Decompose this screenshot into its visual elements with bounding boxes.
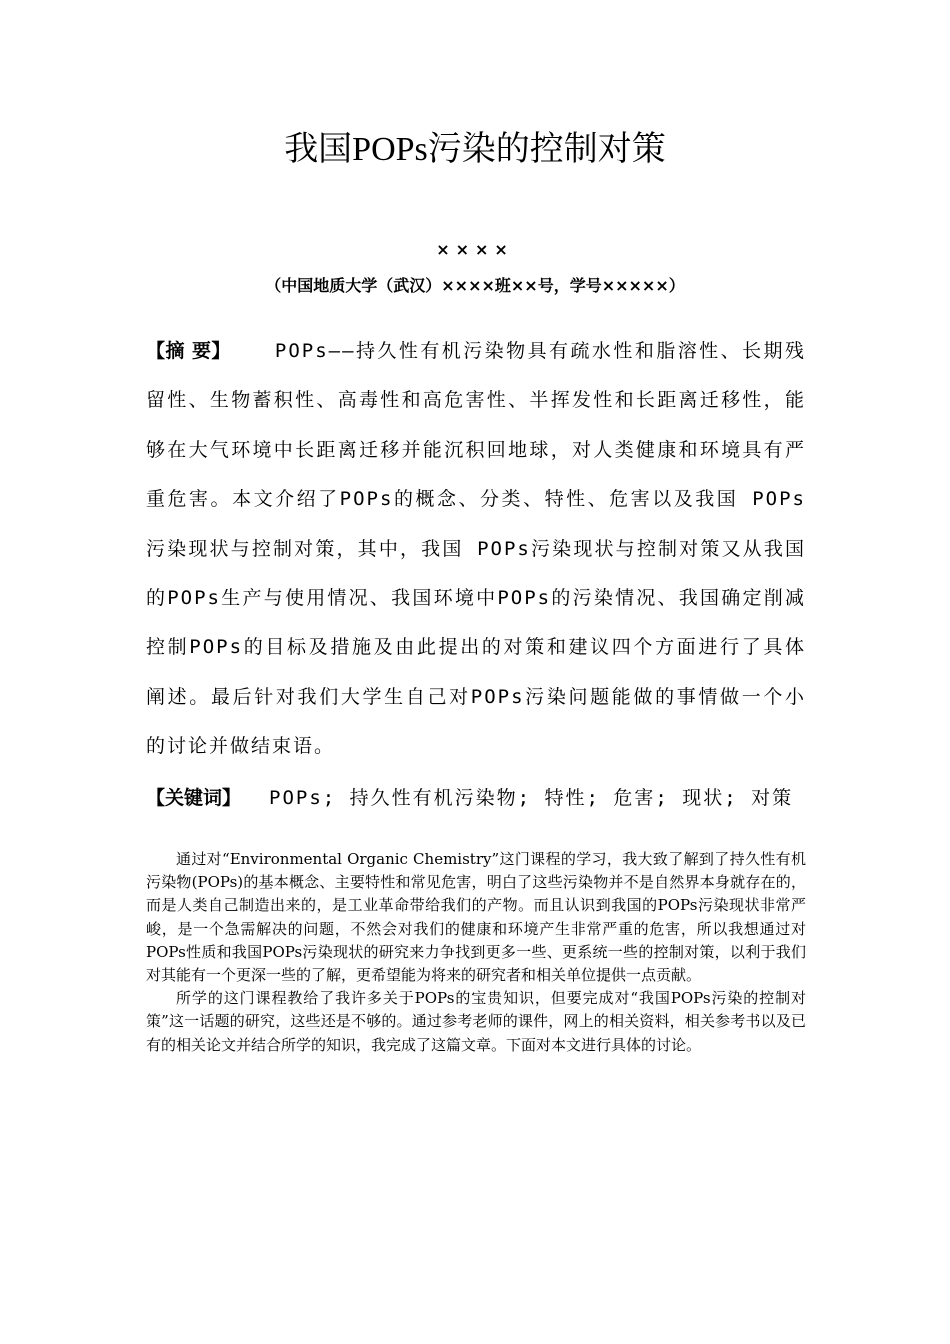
body-paragraph-1: 通过对“Environmental Organic Chemistry”这门课程的学习，我大致了解到了持久性有机污染物(POPs)的基本概念、主要特性和常见危害，明白了这些污染物并不是自然界本身就存在的，而是人类自己制造出来的，是工业革命带给我们的产物。而且认识到我国的POPs污染现状非常严峻，是一个急需解决的问题，不然会对我们的健康和环境产生非常严重的危害，所以我想通过对POPs性质和我国POPs污染现状的研究来力争找到更多一些、更系统一些的控制对策，以利于我们对其能有一个更深一些的了解，更希望能为将来的研究者和相关单位提供一点贡献。 [146, 850, 806, 985]
body-text [146, 848, 806, 1057]
author-name: ×××× [436, 240, 514, 259]
keywords-text: POPs; 持久性有机污染物; 特性; 危害; 现状; 对策 [269, 787, 794, 809]
abstract-section [146, 327, 806, 772]
abstract-text: POPs——持久性有机污染物具有疏水性和脂溶性、长期残留性、生物蓄积性、高毒性和高危害性、半挥发性和长距离迁移性，能够在大气环境中长距离迁移并能沉积回地球，对人类健康和环境具有严重危害。本文介绍了POPs的概念、分类、特性、危害以及我国 POPs污染现状与控制对策，其中，我国 POPs污染现状与控制对策又从我国的POPs生产与使用情况、我国环境中POPs的污染情况、我国确定削减控制POPs的目标及措施及由此提出的对策和建议四个方面进行了具体阐述。最后针对我们大学生自己对POPs污染问题能做的事情做一个小的讨论并做结束语。 [146, 340, 806, 758]
body-paragraph-2: 所学的这门课程教给了我许多关于POPs的宝贵知识，但要完成对“我国POPs污染的控制对策”这一话题的研究，这些还是不够的。通过参考老师的课件，网上的相关资料，相关参考书以及已有的相关论文并结合所学的知识，我完成了这篇文章。下面对本文进行具体的讨论。 [146, 989, 806, 1054]
abstract-label: 【摘 要】 [146, 340, 231, 362]
author-affiliation: （中国地质大学（武汉）××××班××号，学号×××××） [265, 276, 685, 295]
document-title: 我国POPs污染的控制对策 [284, 131, 666, 168]
keywords-section [146, 776, 806, 820]
keywords-label: 【关键词】 [146, 787, 242, 809]
